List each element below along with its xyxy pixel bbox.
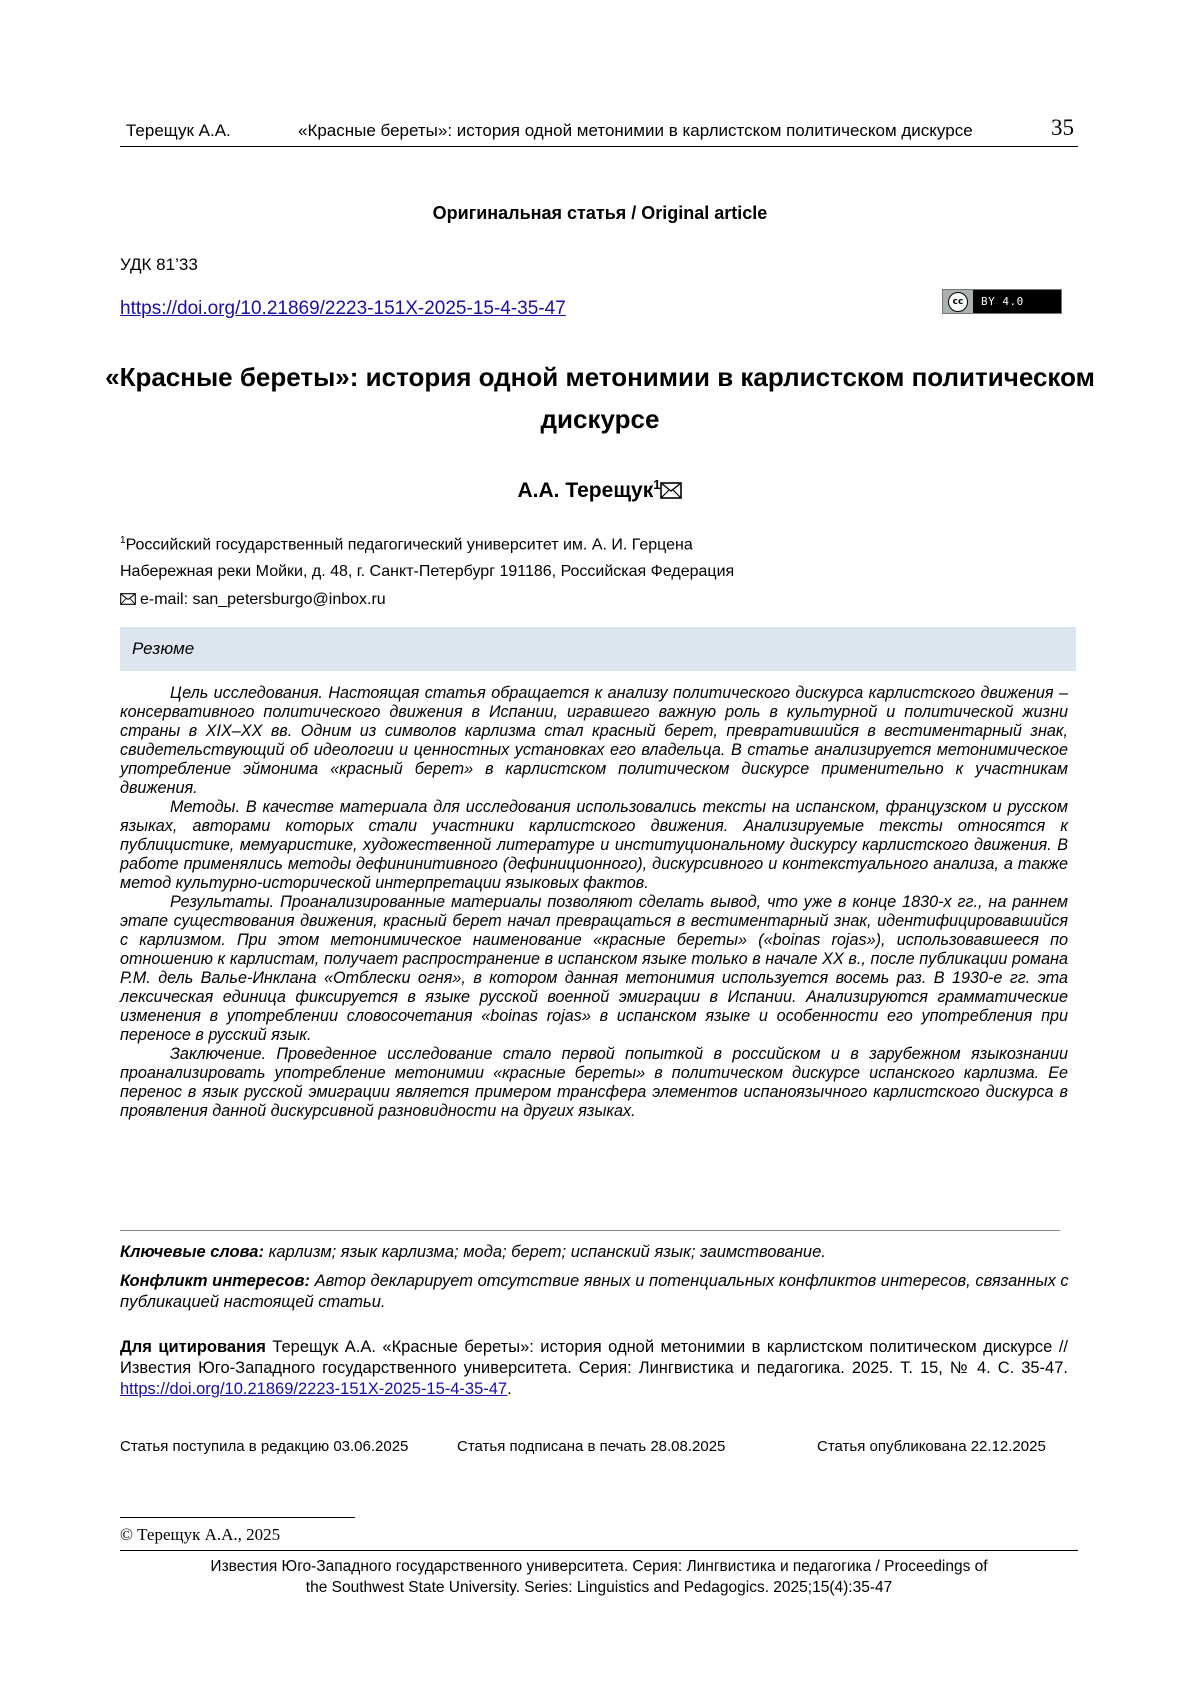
email-address[interactable]: e-mail: san_petersburgo@inbox.ru	[140, 591, 386, 608]
article-type: Оригинальная статья / Original article	[432, 203, 768, 223]
citation-text: Терещук А.А. «Красные береты»: история одной метонимии в карлистском политическом дискурсе // Известия Юго-Западного государственного университета. Серия: Лингвистика и педагогика. 2025. Т. 15, № 4. С. 35-47.	[120, 1338, 1068, 1377]
envelope-icon[interactable]	[660, 482, 682, 499]
conflict-of-interest	[120, 1271, 1076, 1313]
copyright: © Терещук А.А., 2025	[120, 1525, 281, 1544]
abstract-methods: Методы. В качестве материала для исследования использовались тексты на испанском, французском и русском языках, авторами которых стали участники карлистского движения. Анализируемые тексты относятся к публицистике, мемуаристике, художественной литературе и институциональному дискурсу карлистского движения. В работе применялись методы дефининитивного (дефиниционного), дискурсивного и контекстуального анализа, а также метод культурно-исторической интерпретации языковых фактов.	[120, 798, 1068, 892]
udk-code: УДК 81’33	[120, 255, 198, 274]
email-line	[120, 591, 386, 609]
resume-heading-bar	[120, 627, 1076, 671]
footnote-rule	[120, 1517, 355, 1518]
running-header-author: Терещук А.А.	[126, 121, 231, 140]
conflict-label: Конфликт интересов:	[120, 1272, 310, 1290]
affiliation-address: Набережная реки Мойки, д. 48, г. Санкт-Петербург 191186, Российская Федерация	[120, 563, 735, 581]
date-published: Статья опубликована 22.12.2025	[817, 1438, 1046, 1455]
footer-line-1: Известия Юго-Западного государственного университета. Серия: Лингвистика и педагогика / Proceedings of	[210, 1558, 988, 1575]
keywords	[120, 1242, 1076, 1262]
affiliation	[120, 527, 734, 585]
running-header-title: «Красные береты»: история одной метонимии в карлистском политическом дискурсе	[298, 121, 973, 140]
author-name: А.А. Терещук	[517, 479, 654, 502]
author-line	[0, 477, 1200, 503]
affiliation-university: Российский государственный педагогический университет им. А. И. Герцена	[125, 536, 693, 554]
journal-footer	[120, 1556, 1078, 1598]
resume-heading: Резюме	[132, 639, 195, 658]
citation-doi-link[interactable]: https://doi.org/10.21869/2223-151X-2025-15-4-35-47	[120, 1380, 508, 1398]
keywords-text: карлизм; язык карлизма; мода; берет; испанский язык; заимствование.	[268, 1243, 826, 1261]
license-text: BY 4.0	[981, 295, 1024, 308]
doi-link[interactable]: https://doi.org/10.21869/2223-151X-2025-15-4-35-47	[120, 298, 566, 319]
date-received: Статья поступила в редакцию 03.06.2025	[120, 1438, 409, 1455]
abstract-conclusion: Заключение. Проведенное исследование стало первой попыткой в российском и в зарубежном языкознании проанализировать употребление метонимии «красные береты» в политическом дискурсе испанского карлизма. Ее перенос в язык русской эмиграции является примером трансфера элементов испаноязычного карлистского дискурса в проявления данной дискурсивной разновидности на других языках.	[120, 1045, 1068, 1120]
keywords-label: Ключевые слова:	[120, 1243, 264, 1261]
cc-license-badge[interactable]	[942, 289, 1062, 314]
conflict-text: Автор декларирует отсутствие явных и потенциальных конфликтов интересов, связанных с публикацией настоящей статьи.	[120, 1272, 1069, 1311]
abstract-purpose: Цель исследования. Настоящая статья обращается к анализу политического дискурса карлистского движения – консервативного политического движения в Испании, игравшего важную роль в культурной и политической жизни страны в XIX–XX вв. Одним из символов карлизма стал красный берет, превратившийся в вестиментарный знак, свидетельствующий об идеологии и ценностных установках его владельца. В статье анализируется метонимическое употребление эймонима «красный берет» в карлистском политическом дискурсе применительно к участникам движения.	[120, 684, 1068, 797]
envelope-icon	[120, 593, 136, 605]
abstract-divider	[120, 1230, 1060, 1231]
affiliation-sup: 1	[120, 535, 126, 546]
abstract-results: Результаты. Проанализированные материалы позволяют сделать вывод, что уже в конце 1830-х гг., на раннем этапе существования движения, красный берет начал превращаться в вестиментарный знак, идентифицировавшийся с карлизмом. При этом метонимическое наименование «красные береты» («boinas rojas»), использовавшееся по отношению к карлистам, получает распространение в испанском языке только в начале XX в., после публикации романа Р.М. дель Валье-Инклана «Отблески огня», в котором данная метонимия используется восемь раз. В 1930-е гг. эта лексическая единица фиксируется в языке русской военной эмиграции в Испании. Анализируются грамматические изменения в употреблении словосочетания «boinas rojas» в испанском языке и особенности его употребления при переносе в русский язык.	[120, 893, 1068, 1044]
article-title: «Красные береты»: история одной метонимии в карлистском политическом дискурсе	[105, 362, 1095, 434]
citation-label: Для цитирования	[120, 1338, 266, 1356]
citation: Для цитирования Терещук А.А. «Красные береты»: история одной метонимии в карлистском политическом дискурсе // Известия Юго-Западного государственного университета. Серия: Лингвистика и педагогика. 2025. Т. 15, № 4. С. 35-47. https://doi.org/10.21869/2223-151X-2025-15-4-35-47.	[120, 1338, 1068, 1398]
author-affiliation-sup: 1	[653, 477, 661, 492]
date-signed: Статья подписана в печать 28.08.2025	[457, 1438, 726, 1455]
abstract	[120, 684, 1068, 1121]
header-rule	[120, 146, 1078, 147]
creative-commons-icon: cc	[948, 292, 968, 312]
page-number: 35	[1051, 115, 1074, 140]
footer-line-2: the Southwest State University. Series: Linguistics and Pedagogics. 2025;15(4):35-47	[305, 1579, 893, 1596]
footer-rule	[120, 1550, 1078, 1551]
